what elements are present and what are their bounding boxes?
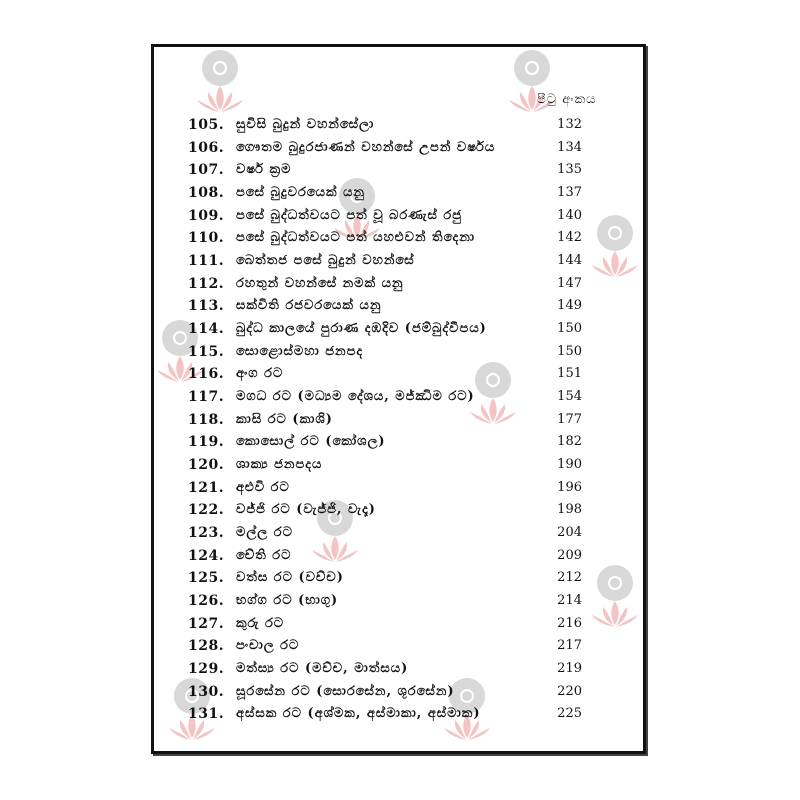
entry-title: පසේ බුදුවරයෙක් යනු <box>236 185 365 200</box>
entry-title: මත්ස්‍ය රට (මච්ච, මාත්සය) <box>236 661 409 676</box>
entry-page: 147 <box>557 276 582 291</box>
entry-number: 108. <box>188 185 225 201</box>
entry-title: වත්ස රට (වච්ච) <box>236 570 344 585</box>
toc-row <box>0 661 800 684</box>
toc-row <box>0 457 800 480</box>
toc-row <box>0 434 800 457</box>
entry-number: 119. <box>188 434 225 450</box>
entry-page: 209 <box>557 548 582 563</box>
entry-page: 137 <box>557 185 582 200</box>
entry-title: අංග රට <box>236 366 284 381</box>
entry-number: 118. <box>188 412 225 428</box>
entry-number: 110. <box>188 230 225 246</box>
entry-page: 182 <box>557 434 582 449</box>
entry-number: 127. <box>188 616 225 632</box>
entry-number: 129. <box>188 661 225 677</box>
entry-title: වර්ෂ ක්‍රම <box>236 162 292 177</box>
entry-title: පංචාල රට <box>236 638 300 653</box>
entry-number: 105. <box>188 117 225 133</box>
toc-row <box>0 684 800 707</box>
entry-page: 144 <box>557 253 582 268</box>
toc-row <box>0 412 800 435</box>
toc-row <box>0 321 800 344</box>
toc-row <box>0 276 800 299</box>
dharma-wheel-icon <box>202 50 238 86</box>
entry-number: 111. <box>188 253 225 269</box>
entry-title: සූරසේන රට (සොරසේන, ශූරසේන) <box>236 684 455 699</box>
entry-title: මල්ල රට <box>236 525 293 540</box>
entry-number: 116. <box>188 366 225 382</box>
entry-title: රහතුන් වහන්සේ නමක් යනු <box>236 276 404 291</box>
entry-page: 135 <box>557 162 582 177</box>
entry-page: 150 <box>557 344 582 359</box>
entry-title: කුරු රට <box>236 616 285 631</box>
entry-title: කාසි රට (කාශි) <box>236 412 333 427</box>
entry-title: අළුවි රට <box>236 480 290 495</box>
entry-number: 109. <box>188 208 225 224</box>
entry-page: 134 <box>557 140 582 155</box>
entry-number: 112. <box>188 276 225 292</box>
toc-row <box>0 140 800 163</box>
entry-page: 225 <box>557 706 582 721</box>
toc-row <box>0 344 800 367</box>
toc-row <box>0 548 800 571</box>
entry-page: 217 <box>557 638 582 653</box>
toc-row <box>0 208 800 231</box>
entry-number: 117. <box>188 389 225 405</box>
entry-page: 132 <box>557 117 582 132</box>
toc-row <box>0 502 800 525</box>
entry-title: පසේ බුද්ධත්වයට පත් වූ බරණැස් රජු <box>236 208 463 223</box>
entry-number: 124. <box>188 548 225 564</box>
entry-number: 123. <box>188 525 225 541</box>
entry-page: 149 <box>557 298 582 313</box>
entry-page: 142 <box>557 230 582 245</box>
entry-title: අස්සක රට (අශ්මක, අස්මාකා, අස්මාක) <box>236 706 481 721</box>
entry-number: 106. <box>188 140 225 156</box>
toc-row <box>0 525 800 548</box>
entry-title: චේති රට <box>236 548 292 563</box>
entry-title: පසේ බුද්ධත්වයට පත් යහළුවන් තිදෙනා <box>236 230 476 245</box>
entry-title: භග්ග රට (භාගු) <box>236 593 339 608</box>
entry-number: 130. <box>188 684 225 700</box>
toc-row <box>0 389 800 412</box>
entry-number: 107. <box>188 162 225 178</box>
entry-title: සොළොස්මහා ජනපද <box>236 344 364 359</box>
entry-page: 196 <box>557 480 582 495</box>
entry-title: වජ්ජි රට (වැජ්ජි, වැදෑ) <box>236 502 376 517</box>
entry-number: 114. <box>188 321 225 337</box>
entry-page: 177 <box>557 412 582 427</box>
entry-page: 214 <box>557 593 582 608</box>
entry-page: 198 <box>557 502 582 517</box>
entry-page: 216 <box>557 616 582 631</box>
toc-row <box>0 616 800 639</box>
entry-page: 212 <box>557 570 582 585</box>
entry-page: 204 <box>557 525 582 540</box>
entry-page: 190 <box>557 457 582 472</box>
entry-page: 154 <box>557 389 582 404</box>
lotus-icon <box>193 84 247 114</box>
entry-number: 115. <box>188 344 225 360</box>
entry-title: මගධ රට (මධ්‍යම දේශය, මජ්ඣිම රට) <box>236 389 475 404</box>
toc-row <box>0 230 800 253</box>
entry-page: 140 <box>557 208 582 223</box>
entry-page: 219 <box>557 661 582 676</box>
toc-row <box>0 570 800 593</box>
entry-number: 113. <box>188 298 225 314</box>
entry-number: 126. <box>188 593 225 609</box>
toc-row <box>0 366 800 389</box>
toc-row <box>0 185 800 208</box>
entry-page: 150 <box>557 321 582 336</box>
entry-number: 128. <box>188 638 225 654</box>
entry-page: 220 <box>557 684 582 699</box>
entry-title: කොසොල් රට (කෝශල) <box>236 434 386 449</box>
toc-row <box>0 480 800 503</box>
toc-row <box>0 706 800 729</box>
entry-title: ශාක්‍ය ජනපදය <box>236 457 323 472</box>
entry-title: සක්විති රජවරයෙක් යනු <box>236 298 382 313</box>
dharma-wheel-icon <box>514 50 550 86</box>
toc-row <box>0 638 800 661</box>
watermark-logo <box>193 50 247 116</box>
entry-number: 131. <box>188 706 225 722</box>
page-number-header: පිටු අංකය <box>537 92 597 107</box>
entry-number: 121. <box>188 480 225 496</box>
toc-row <box>0 117 800 140</box>
entry-number: 125. <box>188 570 225 586</box>
toc-row <box>0 253 800 276</box>
entry-title: සුවිසි බුදුන් වහන්සේලා <box>236 117 375 132</box>
entry-title: ගෞතම බුදුරජාණන් වහන්සේ උපන් වර්ෂය <box>236 140 496 155</box>
entry-title: බුද්ධ කාලයේ පුරාණ දඹදිව (ජම්බුද්වීපය) <box>236 321 487 336</box>
entry-number: 120. <box>188 457 225 473</box>
entry-page: 151 <box>557 366 582 381</box>
toc-row <box>0 298 800 321</box>
toc-row <box>0 162 800 185</box>
toc-row <box>0 593 800 616</box>
entry-number: 122. <box>188 502 225 518</box>
entry-title: බෙත්තජ පසේ බුදුන් වහන්සේ <box>236 253 415 268</box>
